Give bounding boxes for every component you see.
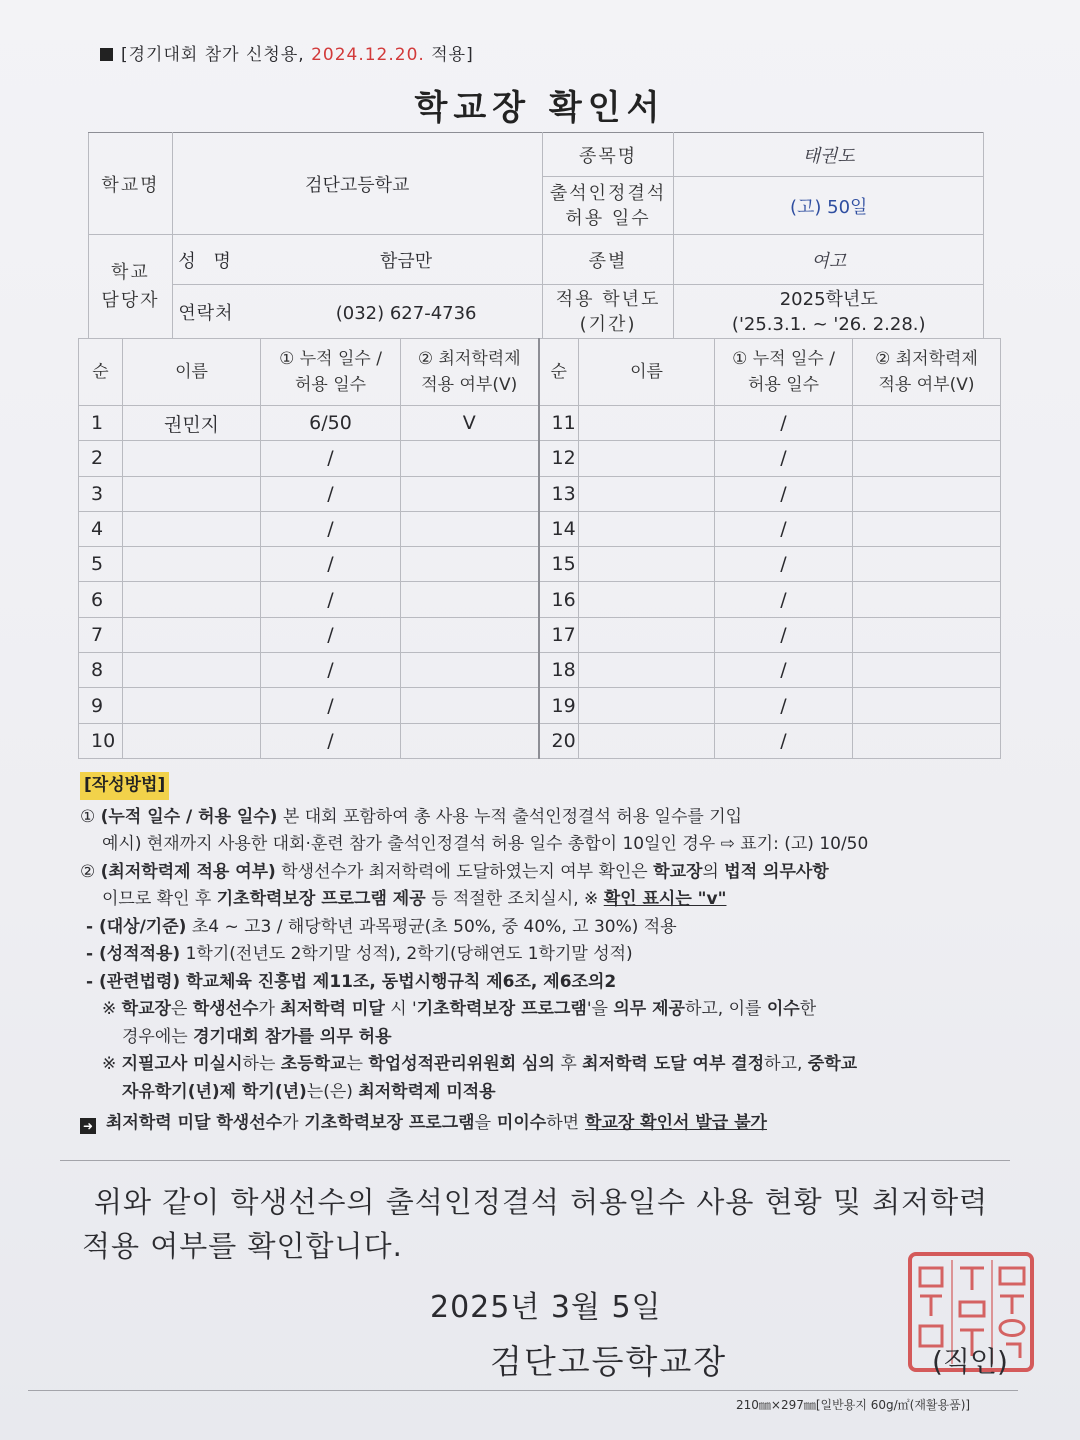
student-name — [579, 547, 715, 582]
student-name — [579, 476, 715, 511]
row-number: 19 — [539, 688, 579, 723]
min-standard-check — [853, 476, 1001, 511]
days-used: / — [261, 547, 401, 582]
method-line: 경우에는 경기대회 참가를 의무 허용 — [122, 1026, 392, 1047]
student-name — [123, 547, 261, 582]
writing-method-title: [작성방법] — [80, 772, 169, 800]
student-name — [579, 582, 715, 617]
min-standard-check — [401, 441, 539, 476]
method-line: - (대상/기준) 초4 ~ 고3 / 해당학년 과목평균(초 50%, 중 40%, 고 30%) 적용 — [86, 916, 677, 937]
table-row — [79, 406, 1001, 441]
square-bullet-icon — [100, 48, 113, 61]
row-number: 16 — [539, 582, 579, 617]
min-standard-check — [401, 723, 539, 758]
row-number: 13 — [539, 476, 579, 511]
row-number: 1 — [79, 406, 123, 441]
min-standard-check — [401, 511, 539, 546]
header-name-right: 이름 — [579, 339, 715, 406]
method-line: 이므로 확인 후 기초학력보장 프로그램 제공 등 적절한 조치실시, ※ 확인 표시는 "v" — [102, 889, 727, 909]
days-used: / — [715, 441, 853, 476]
row-number: 7 — [79, 617, 123, 652]
document-title: 학교장 확인서 — [414, 88, 666, 128]
school-label: 학교명 — [89, 133, 173, 235]
days-used: / — [715, 511, 853, 546]
writing-method-section — [80, 772, 1010, 1138]
method-line: - (관련법령) 학교체육 진흥법 제11조, 동법시행규칙 제6조, 제6조의2 — [86, 971, 617, 992]
row-number: 17 — [539, 617, 579, 652]
phone-row — [172, 285, 542, 339]
days-used: / — [261, 582, 401, 617]
type-value: 여고 — [674, 235, 984, 285]
table-row — [79, 441, 1001, 476]
table-row — [79, 653, 1001, 688]
header-no-left: 순 — [79, 339, 123, 406]
days-used: / — [261, 511, 401, 546]
info-table — [88, 132, 984, 339]
arrow-box-icon: ➜ — [80, 1118, 96, 1134]
row-number: 20 — [539, 723, 579, 758]
days-used: / — [715, 688, 853, 723]
student-name — [123, 582, 261, 617]
table-row — [79, 511, 1001, 546]
student-name: 권민지 — [123, 406, 261, 441]
min-standard-check — [853, 511, 1001, 546]
row-number: 8 — [79, 653, 123, 688]
min-standard-check — [853, 617, 1001, 652]
days-used: / — [261, 688, 401, 723]
method-line: ※ 학교장은 학생선수가 최저학력 미달 시 '기초학력보장 프로그램'을 의무 제공하고, 이를 이수한 — [102, 999, 817, 1019]
days-used: / — [715, 406, 853, 441]
sport-value: 태권도 — [674, 133, 984, 177]
type-label: 종별 — [542, 235, 674, 285]
student-name — [579, 653, 715, 688]
header-days-left: ① 누적 일수 / 허용 일수 — [261, 339, 401, 406]
footer-divider — [28, 1390, 1018, 1391]
student-name — [579, 406, 715, 441]
name-label: 성 명 — [178, 250, 237, 272]
row-number: 12 — [539, 441, 579, 476]
row-number: 14 — [539, 511, 579, 546]
student-name — [123, 617, 261, 652]
days-used: / — [715, 582, 853, 617]
days-used: / — [261, 441, 401, 476]
header-note-date: 2024.12.20. — [311, 45, 425, 65]
days-used: / — [261, 723, 401, 758]
min-standard-check — [853, 582, 1001, 617]
min-standard-check — [401, 476, 539, 511]
seal-label: (직인) — [932, 1345, 1008, 1378]
min-standard-check — [853, 441, 1001, 476]
year-label: 적용 학년도 (기간) — [542, 285, 674, 339]
student-name — [123, 653, 261, 688]
signer-name: 검단고등학교장 — [490, 1342, 728, 1381]
table-row — [79, 476, 1001, 511]
divider — [60, 1160, 1010, 1161]
header-note: [경기대회 참가 신청용, 2024.12.20. 적용] — [100, 40, 474, 65]
student-name — [579, 617, 715, 652]
student-name — [123, 476, 261, 511]
method-line: ① (누적 일수 / 허용 일수) 본 대회 포함하여 총 사용 누적 출석인정결석 허용 일수를 기입 — [80, 806, 743, 827]
roster-table — [78, 338, 1001, 759]
days-used: / — [715, 723, 853, 758]
header-days-right: ① 누적 일수 / 허용 일수 — [715, 339, 853, 406]
min-standard-check — [853, 653, 1001, 688]
days-used: / — [261, 653, 401, 688]
row-number: 9 — [79, 688, 123, 723]
min-standard-check — [853, 406, 1001, 441]
days-used: / — [715, 476, 853, 511]
student-name — [123, 441, 261, 476]
min-standard-check — [401, 617, 539, 652]
min-standard-check — [853, 547, 1001, 582]
school-value: 검단고등학교 — [172, 133, 542, 235]
sport-label: 종목명 — [542, 133, 674, 177]
min-standard-check — [401, 653, 539, 688]
contact-person-label: 학교 담당자 — [89, 235, 173, 339]
min-standard-check — [853, 723, 1001, 758]
days-used: 6/50 — [261, 406, 401, 441]
table-row — [79, 582, 1001, 617]
student-name — [579, 723, 715, 758]
row-number: 2 — [79, 441, 123, 476]
table-row — [79, 723, 1001, 758]
header-no-right: 순 — [539, 339, 579, 406]
table-row — [79, 688, 1001, 723]
row-number: 11 — [539, 406, 579, 441]
min-standard-check — [401, 547, 539, 582]
days-used: / — [715, 617, 853, 652]
phone-label: 연락처 — [178, 302, 234, 324]
days-used: / — [715, 547, 853, 582]
days-used: / — [261, 476, 401, 511]
min-standard-check: V — [401, 406, 539, 441]
student-name — [123, 511, 261, 546]
year-value: 2025학년도 ('25.3.1. ~ '26. 2.28.) — [674, 285, 984, 339]
min-standard-check — [401, 688, 539, 723]
student-name — [123, 688, 261, 723]
name-value: 함금만 — [380, 250, 433, 272]
row-number: 10 — [79, 723, 123, 758]
student-name — [579, 511, 715, 546]
row-number: 6 — [79, 582, 123, 617]
days-used: / — [715, 653, 853, 688]
table-row — [79, 547, 1001, 582]
method-line: - (성적적용) 1학기(전년도 2학기말 성적), 2학기(당해연도 1학기말 성적) — [86, 944, 633, 964]
method-line: ※ 지필고사 미실시하는 초등학교는 학업성적관리위원회 심의 후 최저학력 도달 여부 결정하고, 중학교 — [102, 1054, 858, 1074]
row-number: 3 — [79, 476, 123, 511]
row-number: 15 — [539, 547, 579, 582]
method-line: 예시) 현재까지 사용한 대회·훈련 참가 출석인정결석 허용 일수 총합이 10일인 경우 ⇨ 표기: (고) 10/50 — [102, 834, 869, 854]
row-number: 5 — [79, 547, 123, 582]
student-name — [123, 723, 261, 758]
method-final-note: ➜ 최저학력 미달 학생선수가 기초학력보장 프로그램을 미이수하면 학교장 확인서 발급 불가 — [80, 1110, 1010, 1138]
student-name — [579, 688, 715, 723]
header-name-left: 이름 — [123, 339, 261, 406]
header-min-right: ② 최저학력제 적용 여부(V) — [853, 339, 1001, 406]
phone-value: (032) 627-4736 — [335, 302, 477, 324]
paper-spec: 210㎜×297㎜[일반용지 60g/㎡(재활용품)] — [736, 1398, 971, 1412]
min-standard-check — [853, 688, 1001, 723]
table-row — [79, 617, 1001, 652]
signature-date: 2025년 3월 5일 — [430, 1290, 662, 1325]
min-standard-check — [401, 582, 539, 617]
confirmation-statement: 위와 같이 학생선수의 출석인정결석 허용일수 사용 현황 및 최저학력 적용 여부를 확인합니다. — [82, 1185, 989, 1263]
header-min-left: ② 최저학력제 적용 여부(V) — [401, 339, 539, 406]
absence-days-value: (고) 50일 — [674, 177, 984, 235]
method-line: 자유학기(년)제 학기(년)는(은) 최저학력제 미적용 — [122, 1081, 496, 1102]
row-number: 18 — [539, 653, 579, 688]
student-name — [579, 441, 715, 476]
row-number: 4 — [79, 511, 123, 546]
days-used: / — [261, 617, 401, 652]
absence-label: 출석인정결석 허용 일수 — [542, 177, 674, 235]
name-row — [172, 235, 542, 285]
method-line: ② (최저학력제 적용 여부) 학생선수가 최저학력에 도달하였는지 여부 확인은 학교장의 법적 의무사항 — [80, 861, 829, 882]
